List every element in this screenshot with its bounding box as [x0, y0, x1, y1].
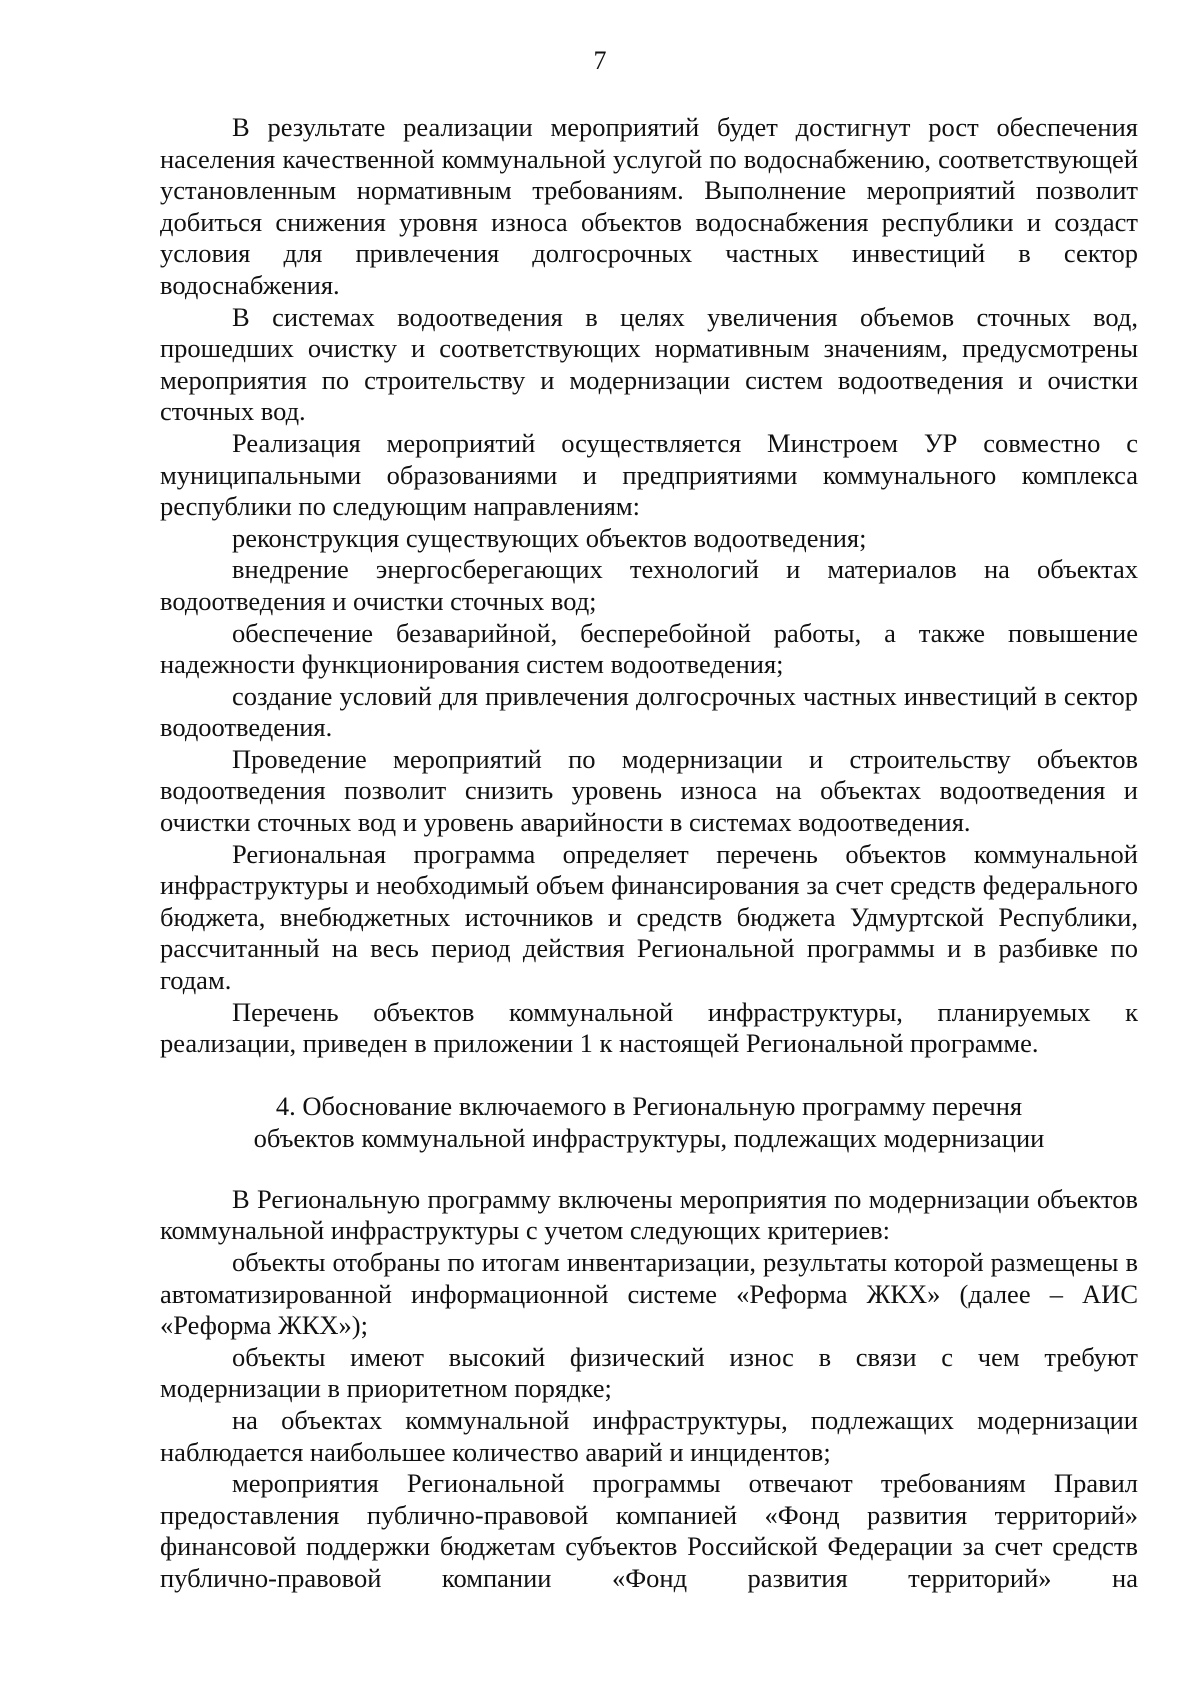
list-item: на объектах коммунальной инфраструктуры, подлежащих модернизации наблюдается наибольшее количество аварий и инцидентов;	[160, 1404, 1138, 1467]
list-item: объекты отобраны по итогам инвентаризации, результаты которой размещены в автоматизированной информационной системе «Реформа ЖКХ» (далее – АИС «Реформа ЖКХ»);	[160, 1247, 1138, 1341]
paragraph: В системах водоотведения в целях увеличения объемов сточных вод, прошедших очистку и соответствующих нормативным значениям, предусмотрены мероприятия по строительству и модернизации систем водоотведения и очистки сточных вод.	[160, 301, 1138, 427]
page-number: 7	[593, 46, 607, 75]
paragraph: Перечень объектов коммунальной инфраструктуры, планируемых к реализации, приведен в приложении 1 к настоящей Региональной программе.	[160, 996, 1138, 1059]
list-item: внедрение энергосберегающих технологий и материалов на объектах водоотведения и очистки сточных вод;	[160, 554, 1138, 616]
list-item: обеспечение безаварийной, бесперебойной работы, а также повышение надежности функционирования систем водоотведения;	[160, 617, 1138, 680]
paragraph: В результате реализации мероприятий будет достигнут рост обеспечения населения качественной коммунальной услугой по водоснабжению, соответствующей установленным нормативным требованиям. Выполнение мероприятий позволит добиться снижения уровня износа объектов водоснабжения республики и создаст условия для привлечения долгосрочных частных инвестиций в сектор водоснабжения.	[160, 112, 1138, 300]
list-item: объекты имеют высокий физический износ в связи с чем требуют модернизации в приоритетном порядке;	[160, 1341, 1138, 1404]
list-item: реконструкция существующих объектов водоотведения;	[232, 522, 867, 553]
section-heading-line: 4. Обоснование включаемого в Региональную программу перечня	[275, 1090, 1023, 1121]
paragraph: В Региональную программу включены мероприятия по модернизации объектов коммунальной инфраструктуры с учетом следующих критериев:	[160, 1183, 1138, 1246]
paragraph: Проведение мероприятий по модернизации и строительству объектов водоотведения позволит снизить уровень износа на объектах водоотведения и очистки сточных вод и уровень аварийности в системах водоотведения.	[160, 743, 1138, 838]
section-heading-line: объектов коммунальной инфраструктуры, подлежащих модернизации	[253, 1122, 1045, 1153]
document-body	[160, 112, 1138, 1595]
section-heading	[160, 1090, 1138, 1154]
list-item: мероприятия Региональной программы отвечают требованиям Правил предоставления публично-правовой компанией «Фонд развития территорий» финансовой поддержки бюджетам субъектов Российской Федерации за счет средств публично-правовой компании «Фонд развития территорий» на	[160, 1468, 1138, 1593]
paragraph: Реализация мероприятий осуществляется Минстроем УР совместно с муниципальными образованиями и предприятиями коммунального комплекса республики по следующим направлениям:	[160, 427, 1138, 522]
list-item: создание условий для привлечения долгосрочных частных инвестиций в сектор водоотведения.	[160, 680, 1138, 743]
paragraph: Региональная программа определяет перечень объектов коммунальной инфраструктуры и необходимый объем финансирования за счет средств федерального бюджета, внебюджетных источников и средств бюджета Удмуртской Республики, рассчитанный на весь период действия Региональной программы и в разбивке по годам.	[160, 838, 1138, 996]
